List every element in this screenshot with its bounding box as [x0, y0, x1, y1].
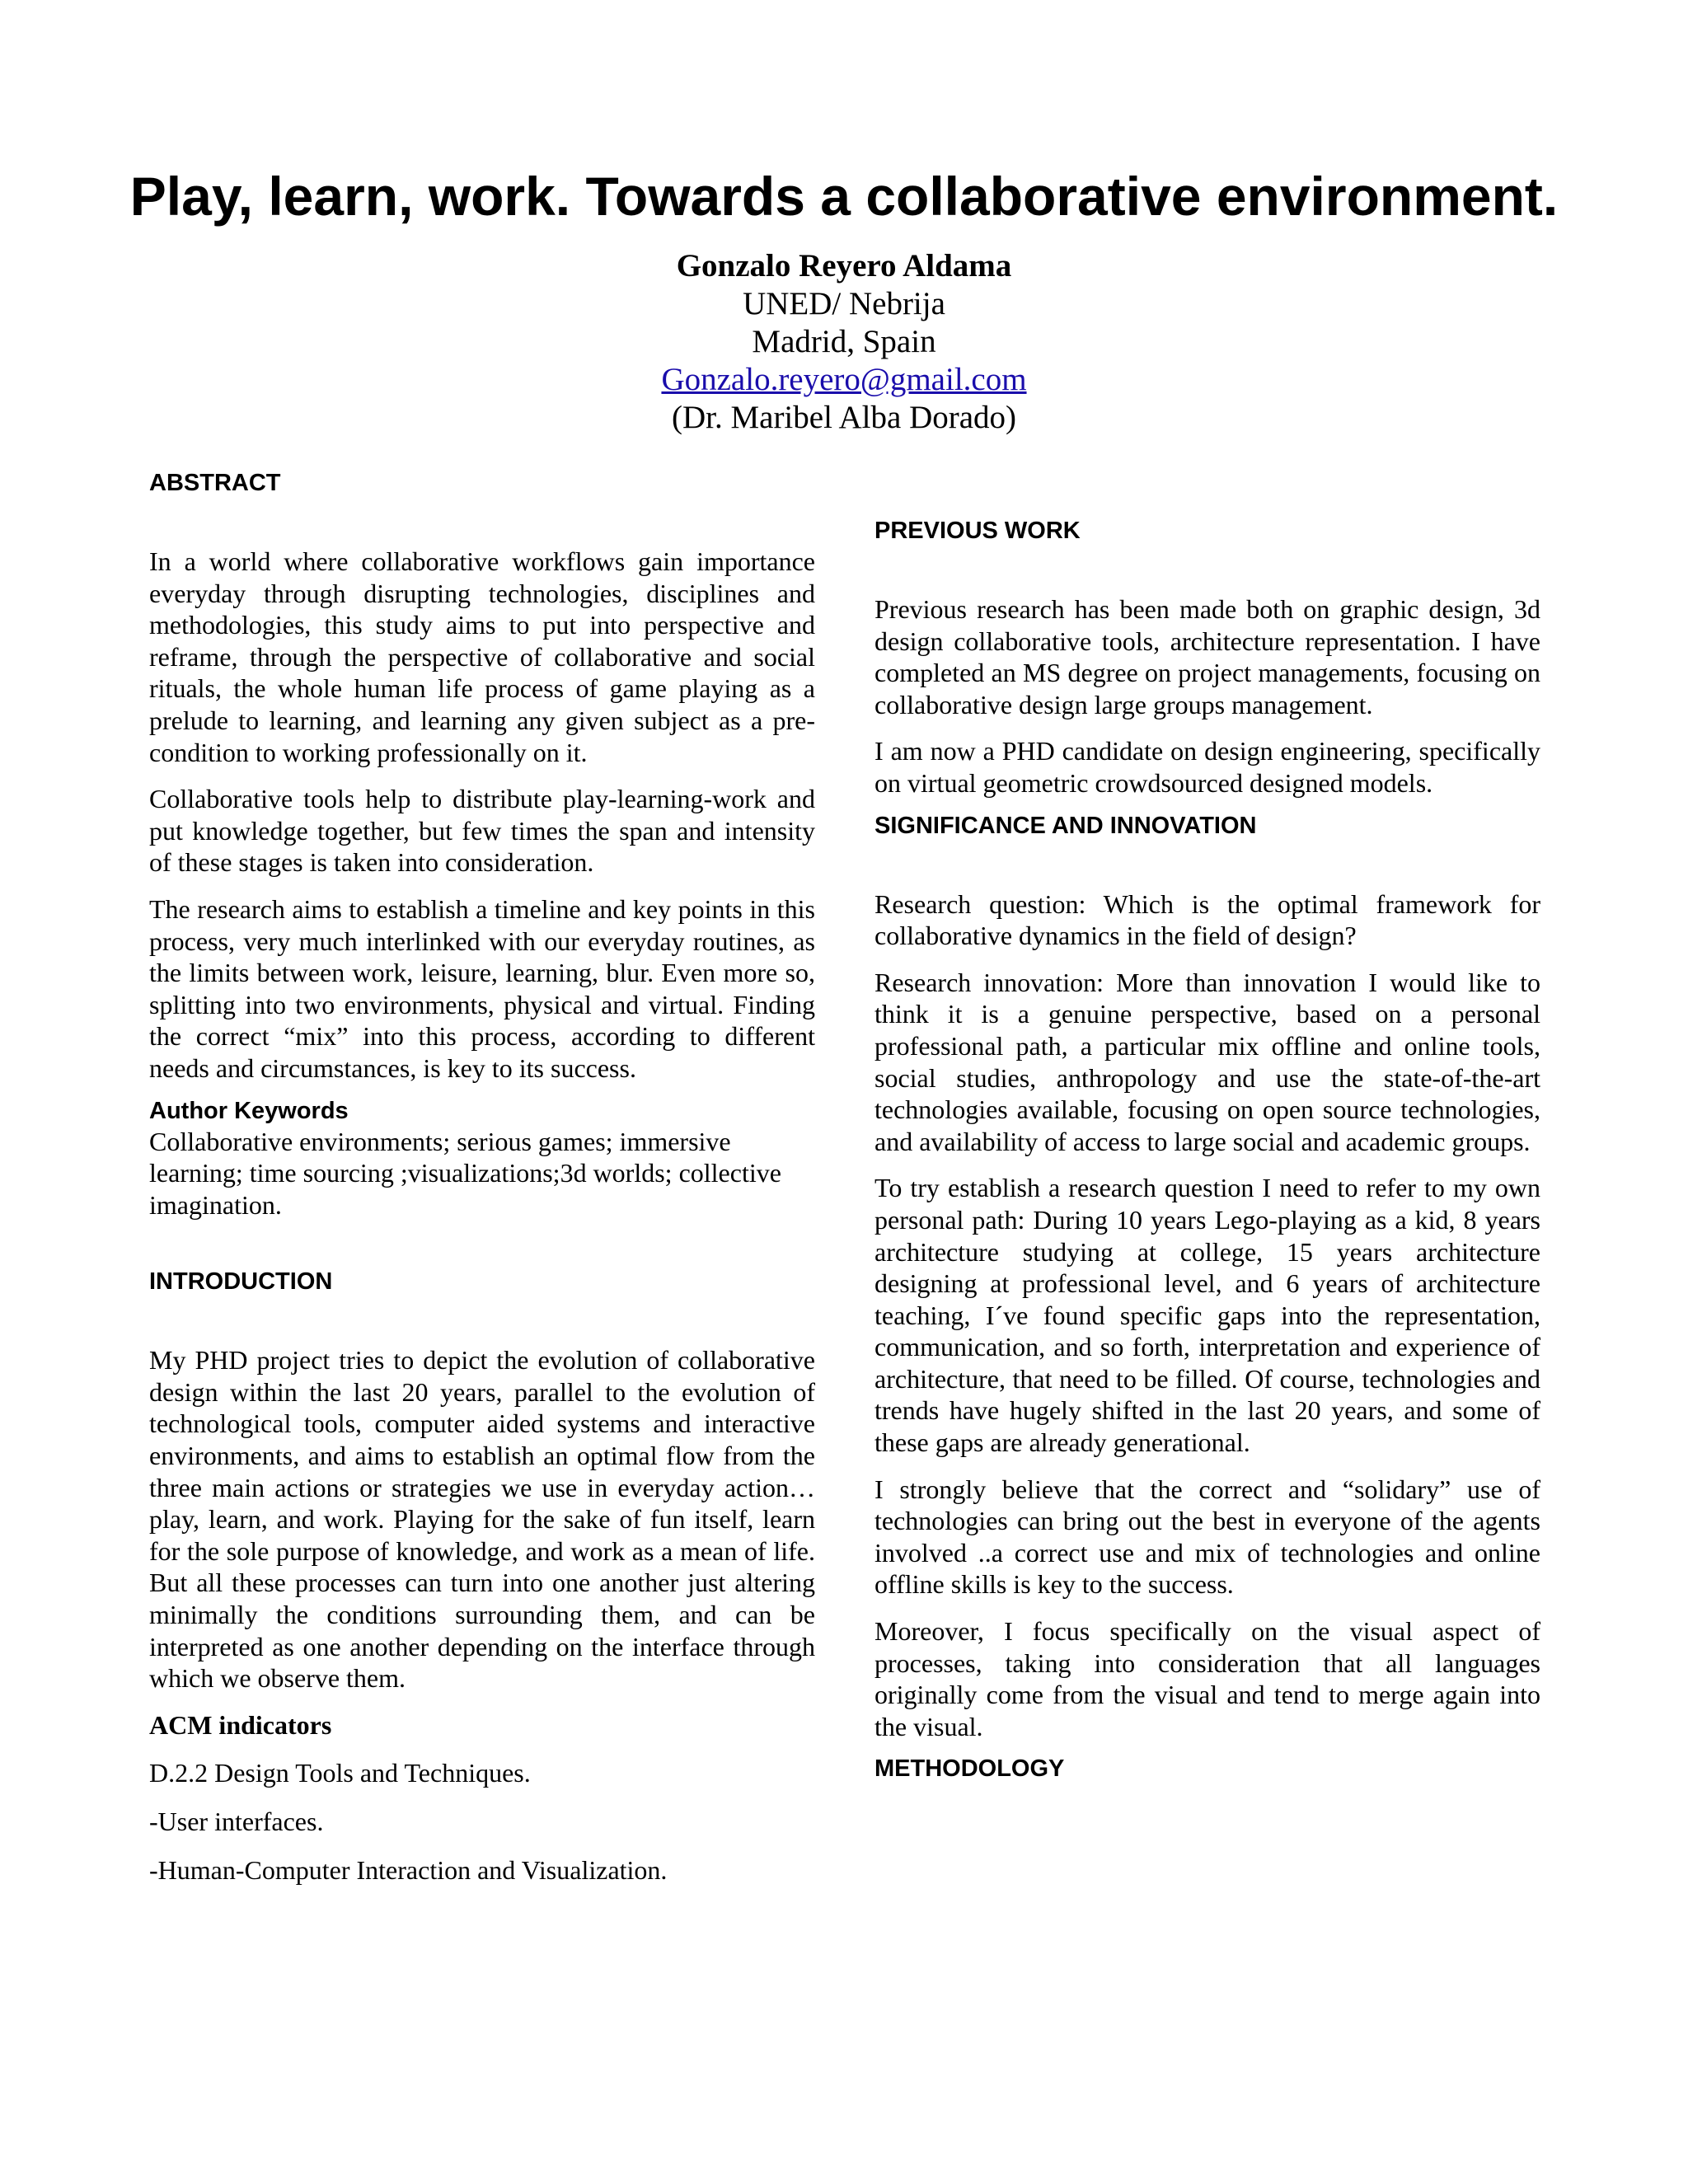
acm-heading: ACM indicators	[149, 1709, 332, 1740]
previous-work-paragraph: Previous research has been made both on graphic design, 3d design collaborative tools, architecture representation. I have completed an MS degree on project managements, focusing on collaborative design large groups management.	[874, 594, 1540, 719]
previous-work-heading: PREVIOUS WORK	[874, 518, 1081, 544]
abstract-paragraph: Collaborative tools help to distribute play-learning-work and put knowledge together, but few times the span and intensity of these stages is taken into consideration.	[149, 784, 815, 878]
right-column	[874, 516, 1540, 1783]
significance-heading: SIGNIFICANCE AND INNOVATION	[874, 812, 1257, 839]
author-affiliation: UNED/ Nebrija	[743, 286, 945, 321]
significance-paragraph: To try establish a research question I need to refer to my own personal path: During 10 years Lego-playing as a kid, 8 years architecture studying at college, 15 years architecture designing at professional level, and 6 years of architecture teaching, I´ve found specific gaps into the representation, communication, and so forth, interpretation and experience of architecture, that need to be filled. Of course, technologies and trends have hugely shifted in the last 20 years, and some of these gaps are already generational.	[874, 1173, 1540, 1458]
abstract-paragraph: In a world where collaborative workflows gain importance everyday through disrupting technologies, disciplines and methodologies, this study aims to put into perspective and reframe, through the perspective of collaborative and social rituals, the whole human life process of game playing as a prelude to learning, and learning any given subject as a pre-condition to working professionally on it.	[149, 546, 815, 767]
acm-item: -User interfaces.	[149, 1807, 324, 1836]
introduction-heading: INTRODUCTION	[149, 1268, 333, 1296]
significance-paragraph: Research innovation: More than innovation I would like to think it is a genuine perspective, based on a personal professional path, a particular mix offline and online tools, social studies, anthropology and use the state-of-the-art technologies available, focusing on open source technologies, and availability of access to large social and academic groups.	[874, 967, 1540, 1156]
previous-work-paragraph: I am now a PHD candidate on design engineering, specifically on virtual geometric crowdsourced designed models.	[874, 736, 1540, 798]
paper-title: Play, learn, work. Towards a collaborative environment.	[129, 166, 1559, 227]
keywords-heading: Author Keywords	[149, 1097, 349, 1124]
author-block	[514, 247, 1174, 437]
author-advisor: (Dr. Maribel Alba Dorado)	[671, 400, 1017, 435]
significance-paragraph: Research question: Which is the optimal framework for collaborative dynamics in the field of design?	[874, 888, 1540, 951]
author-location: Madrid, Spain	[752, 324, 936, 359]
introduction-paragraph: My PHD project tries to depict the evolution of collaborative design within the last 20 years, parallel to the evolution of technological tools, computer aided systems and interactive environments, and aims to establish an optimal flow from the three main actions or strategies we use in everyday action…play, learn, and work. Playing for the sake of fun itself, learn for the sole purpose of knowledge, and work as a mean of life. But all these processes can turn into one another just altering minimally the conditions surrounding them, and can be interpreted as one another depending on the interface through which we observe them.	[149, 1345, 815, 1694]
author-name: Gonzalo Reyero Aldama	[676, 248, 1012, 284]
left-column	[149, 468, 815, 1886]
author-email-link[interactable]: Gonzalo.reyero@gmail.com	[661, 362, 1027, 397]
keywords-text: Collaborative environments; serious games; immersive learning; time sourcing ;visualizations;3d worlds; collective imagination.	[149, 1126, 781, 1220]
significance-paragraph: Moreover, I focus specifically on the visual aspect of processes, taking into consideration that all languages originally come from the visual and tend to merge again into the visual.	[874, 1616, 1540, 1741]
methodology-heading: METHODOLOGY	[874, 1755, 1065, 1783]
acm-item: -Human-Computer Interaction and Visualization.	[149, 1854, 668, 1885]
significance-paragraph: I strongly believe that the correct and “solidary” use of technologies can bring out the best in everyone of the agents involved ..a correct use and mix of technologies and online offline skills is key to the success.	[874, 1474, 1540, 1600]
abstract-paragraph: The research aims to establish a timeline and key points in this process, very much interlinked with our everyday routines, as the limits between work, leisure, learning, blur. Even more so, splitting into two environments, physical and virtual. Finding the correct “mix” into this process, according to different needs and circumstances, is key to its success.	[149, 893, 815, 1083]
abstract-heading: ABSTRACT	[149, 470, 281, 496]
acm-item: D.2.2 Design Tools and Techniques.	[149, 1758, 531, 1788]
